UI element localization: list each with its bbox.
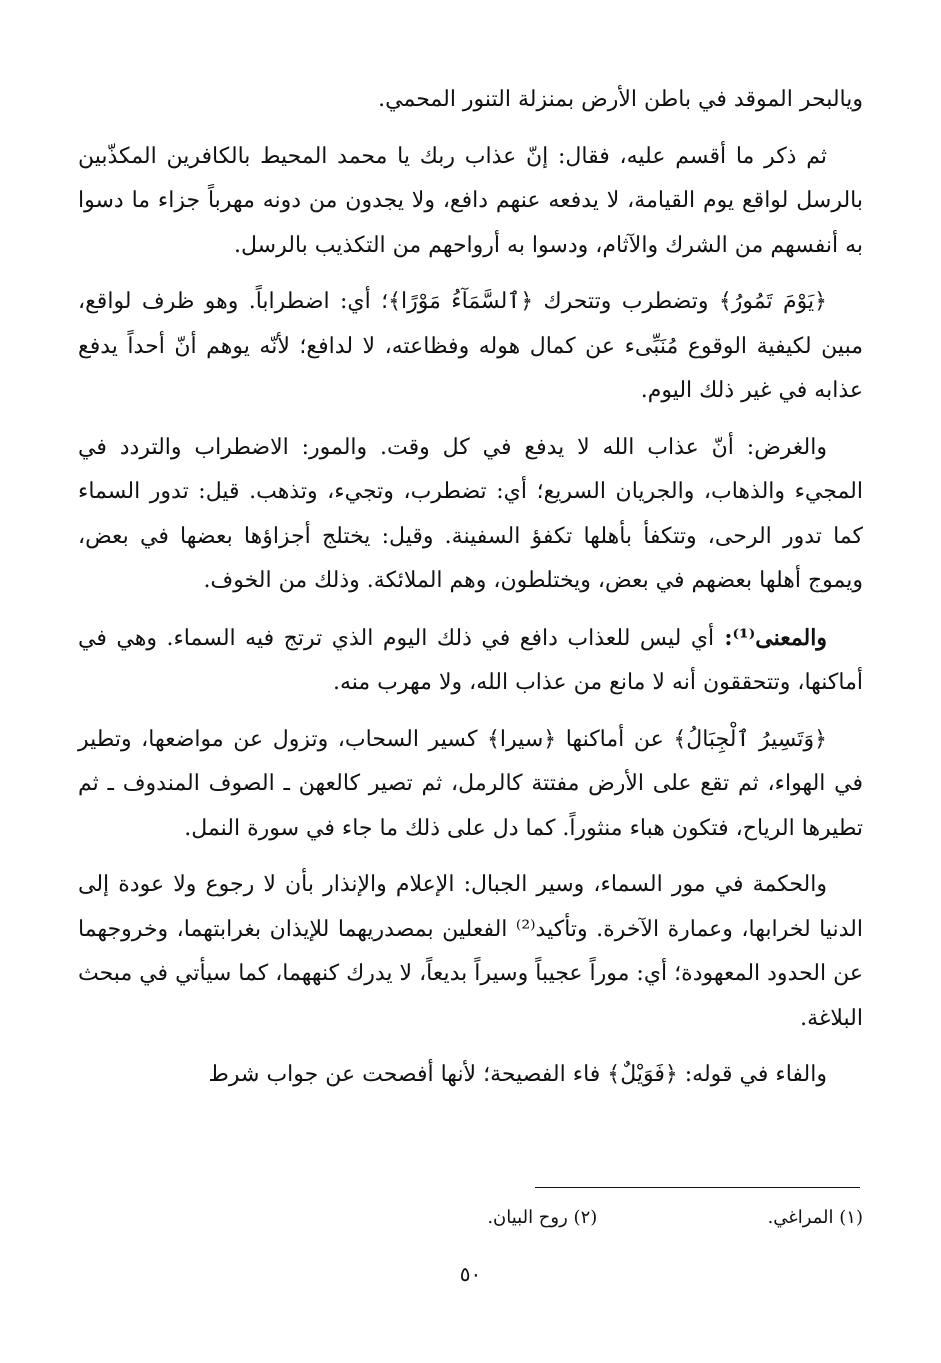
paragraph-1: ويالبحر الموقد في باطن الأرض بمنزلة التنور المحمي. <box>378 87 863 112</box>
footnotes <box>78 1203 863 1233</box>
paragraph-8: والفاء في قوله: ﴿فَوَيْلٌ﴾ فاء الفصيحة؛ لأنها أفصحت عن جواب شرط <box>208 1062 827 1087</box>
footnote-2: (٢) روح البيان. <box>487 1207 598 1228</box>
paragraph-4: والغرض: أنّ عذاب الله لا يدفع في كل وقت. والمور: الاضطراب والتردد في المجيء والذهاب، والجريان السريع؛ أي: تضطرب، وتجيء، وتذهب. قيل: تدور السماء كما تدور الرحى، وتتكفأ بأهلها تكفؤ السفينة. وقيل: يختلج أجزاؤها بعضها في بعض، ويموج أهلها بعضهم في بعض، ويختلطون، وهم الملائكة. وذلك من الخوف. <box>78 434 863 593</box>
paragraph-5 <box>78 616 863 706</box>
paragraph-5-text: أي ليس للعذاب دافع في ذلك اليوم الذي ترتج فيه السماء. وهي في أماكنها، وتتحققون أنه لا مانع من عذاب الله، ولا مهرب منه. <box>78 625 863 695</box>
page-number: ٥٠ <box>459 1262 482 1286</box>
paragraph-2: ثم ذكر ما أقسم عليه، فقال: إنّ عذاب ربك يا محمد المحيط بالكافرين المكذّبين بالرسل لواقع يوم القيامة، لا يدفعه عنهم دافع، ولا يجدون من دونه مهرباً جزاء ما دسوا به أنفسهم من الشرك والآثام، ودسوا به أرواحهم من التكذيب بالرسل. <box>78 143 863 258</box>
paragraph-7: والحكمة في مور السماء، وسير الجبال: الإعلام والإنذار بأن لا رجوع ولا عودة إلى الدنيا لخرابها، وعمارة الآخرة. وتأكيد⁽²⁾ الفعلين بمصدريهما للإيذان بغرابتهما، وخروجهما عن الحدود المعهودة؛ أي: موراً عجيباً وسيراً بديعاً، لا يدرك كنههما، كما سيأتي في مبحث البلاغة. <box>78 872 864 1031</box>
paragraph-3: ﴿يَوْمَ تَمُورُ﴾ وتضطرب وتتحرك ﴿ٱلسَّمَآءُ مَوْرًا﴾؛ أي: اضطراباً. وهو ظرف لواقع، مبين لكيفية الوقوع مُنَبِّىء عن كمال هوله وفظاعته، لا لدافع؛ لأنّه يوهم أنّ أحداً يدفع عذابه في غير ذلك اليوم. <box>78 289 863 403</box>
paragraph-6: ﴿وَتَسِيرُ ٱلْجِبَالُ﴾ عن أماكنها ﴿سيرا﴾ كسير السحاب، وتزول عن مواضعها، وتطير في الهواء، ثم تقع على الأرض مفتتة كالرمل، ثم تصير كالعهن ـ الصوف المندوف ـ ثم تطيرها الرياح، فتكون هباء منثوراً. كما دل على ذلك ما جاء في سورة النمل. <box>78 726 863 841</box>
footnote-divider <box>535 1187 860 1188</box>
paragraph-5-lead: والمعنى⁽¹⁾: <box>714 624 827 651</box>
footnote-1: (١) المراغي. <box>767 1207 863 1228</box>
page-body <box>78 78 863 1110</box>
